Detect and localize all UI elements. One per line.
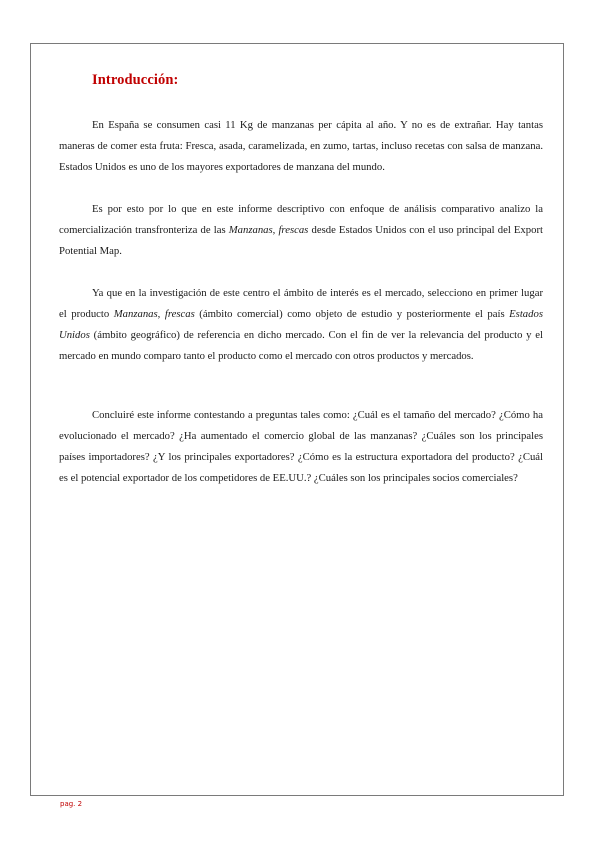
country-name-emphasis: Estados Unidos: [59, 308, 543, 341]
paragraph-text: Es por esto por lo que en este informe descriptivo con enfoque de análisis comparativo analizo la comercialización transfronteriza de las: [59, 203, 543, 236]
page-number: pag. 2: [60, 800, 83, 808]
intro-paragraph-1: [59, 115, 543, 178]
intro-paragraph-4: [59, 405, 543, 489]
paragraph-text: Ya que en la investigación de este centro el ámbito de interés es el mercado, selecciono en primer lugar el producto: [59, 287, 543, 320]
product-name-emphasis: Manzanas, frescas: [113, 308, 195, 320]
section-heading: Introducción:: [92, 72, 179, 88]
paragraph-text: (ámbito geográfico) de referencia en dicho mercado. Con el fin de ver la relevancia del producto y el mercado en mundo comparo tanto el producto como el mercado con otros productos y mercados.: [59, 329, 543, 362]
intro-paragraph-2: [59, 199, 543, 262]
paragraph-text: desde Estados Unidos con el uso principal del Export Potential Map.: [59, 224, 543, 257]
paragraph-text: Concluiré este informe contestando a preguntas tales como: ¿Cuál es el tamaño del mercado? ¿Cómo ha evolucionado el mercado? ¿Ha aumentado el comercio global de las manzanas? ¿Cuáles son los principales países importadores? ¿Y los principales exportadores? ¿Cómo es la estructura exportadora del producto? ¿Cuál es el potencial exportador de los competidores de EE.UU.? ¿Cuáles son los principales socios comerciales?: [59, 409, 543, 484]
product-name-emphasis: Manzanas, frescas: [228, 224, 309, 236]
intro-paragraph-3: [59, 283, 543, 367]
paragraph-text: (ámbito comercial) como objeto de estudio y posteriormente el país: [194, 308, 510, 320]
paragraph-text: En España se consumen casi 11 Kg de manzanas per cápita al año. Y no es de extrañar. Hay tantas maneras de comer esta fruta: Fresca, asada, caramelizada, en zumo, tartas, incluso recetas con salsa de manzana. Estados Unidos es uno de los mayores exportadores de manzana del mundo.: [59, 119, 543, 173]
